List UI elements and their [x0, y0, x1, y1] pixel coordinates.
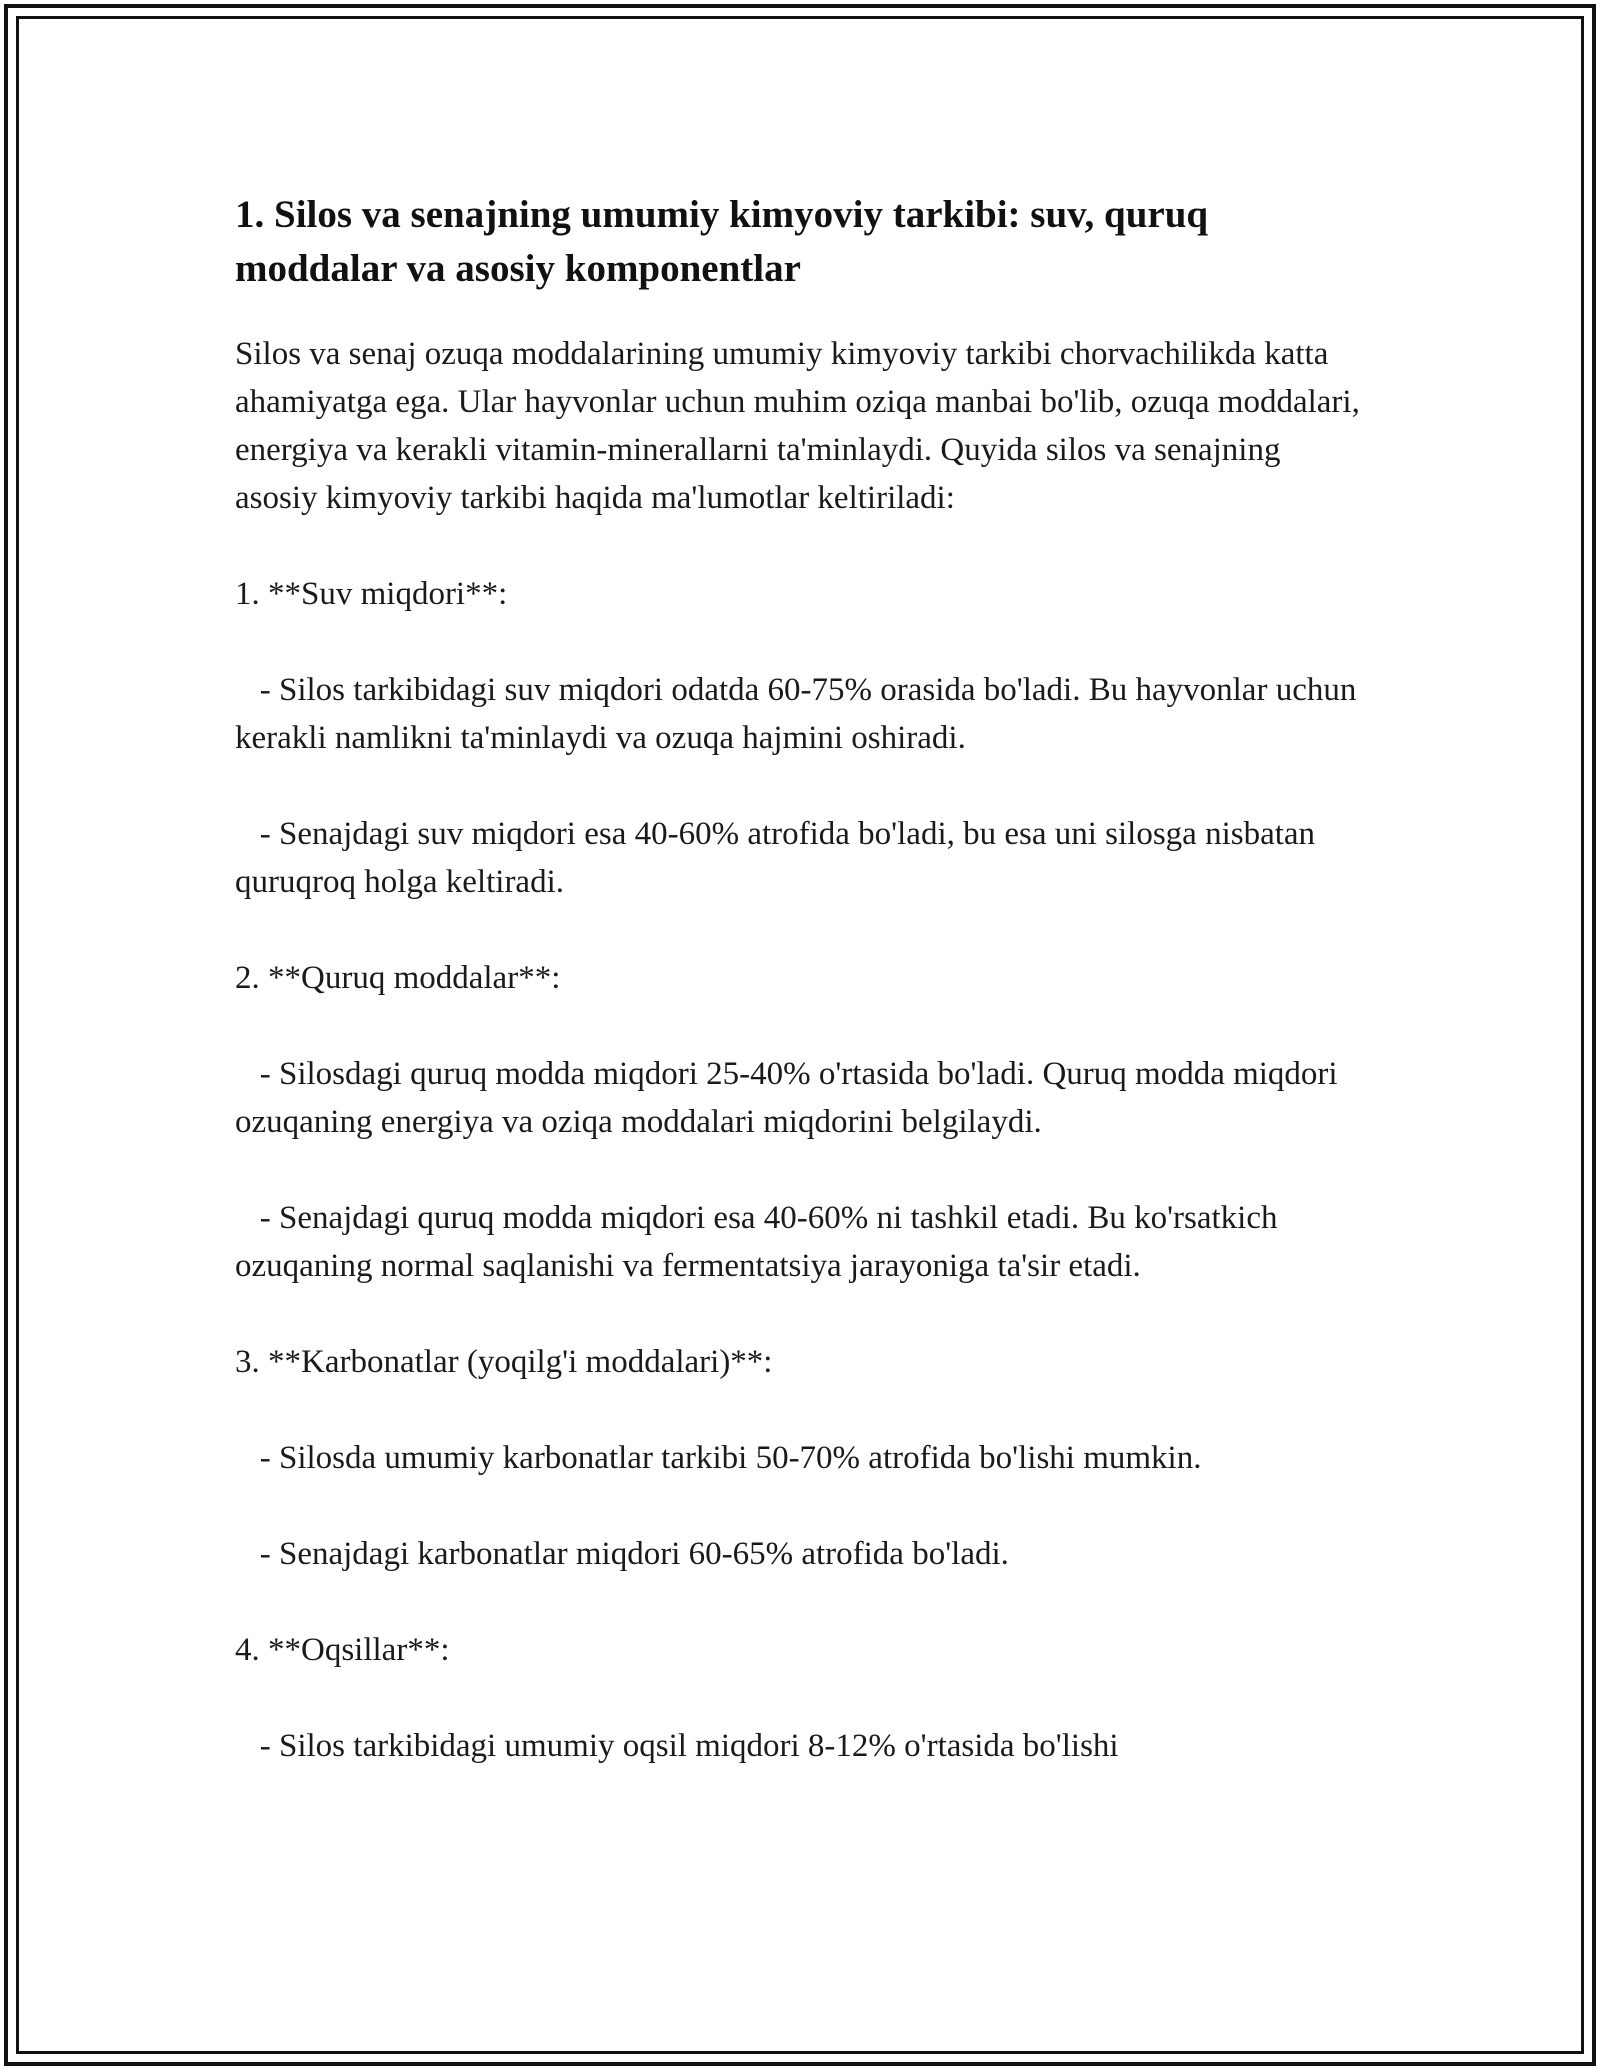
spacer: [235, 762, 1365, 810]
list-item-title: 3. **Karbonatlar (yoqilg'i moddalari)**:: [235, 1344, 773, 1380]
list-item-text: - Silosdagi quruq modda miqdori 25-40% o'rtasida bo'ladi. Quruq modda miqdori ozuqaning energiya va oziqa moddalari miqdorini belgilaydi.: [235, 1056, 1346, 1140]
list-item-title: 1. **Suv miqdori**:: [235, 576, 508, 612]
list-item-title: 4. **Oqsillar**:: [235, 1632, 450, 1668]
list-item-title: 2. **Quruq moddalar**:: [235, 960, 561, 996]
list-item-text: - Senajdagi quruq modda miqdori esa 40-60% ni tashkil etadi. Bu ko'rsatkich ozuqaning normal saqlanishi va fermentatsiya jarayoniga ta'sir etadi.: [235, 1200, 1286, 1284]
spacer: [235, 1482, 1365, 1530]
spacer: [235, 906, 1365, 954]
list-item-text: - Silosda umumiy karbonatlar tarkibi 50-70% atrofida bo'lishi mumkin.: [235, 1440, 1202, 1476]
spacer: [235, 618, 1365, 666]
spacer: [235, 1002, 1365, 1050]
list-item-text: - Silos tarkibidagi umumiy oqsil miqdori 8-12% o'rtasida bo'lishi: [235, 1728, 1119, 1764]
spacer: [235, 1386, 1365, 1434]
spacer: [235, 522, 1365, 570]
document-body: [235, 188, 1369, 1770]
spacer: [235, 1290, 1365, 1338]
spacer: [235, 1674, 1365, 1722]
list-item-text: - Silos tarkibidagi suv miqdori odatda 60-75% orasida bo'ladi. Bu hayvonlar uchun kerakli namlikni ta'minlaydi va ozuqa hajmini oshiradi.: [235, 672, 1365, 756]
spacer: [235, 1578, 1365, 1626]
list-item-text: - Senajdagi karbonatlar miqdori 60-65% atrofida bo'ladi.: [235, 1536, 1009, 1572]
section-heading: 1. Silos va senajning umumiy kimyoviy tarkibi: suv, quruq moddalar va asosiy komponentlar: [235, 193, 1209, 290]
intro-paragraph: Silos va senaj ozuqa moddalarining umumiy kimyoviy tarkibi chorvachilikda katta ahamiyatga ega. Ular hayvonlar uchun muhim oziqa manbai bo'lib, ozuqa moddalari, energiya va kerakli vitamin-minerallarni ta'minlaydi. Quyida silos va senajning asosiy kimyoviy tarkibi haqida ma'lumotlar keltiriladi:: [235, 336, 1369, 516]
list-item-text: - Senajdagi suv miqdori esa 40-60% atrofida bo'ladi, bu esa uni silosga nisbatan quruqroq holga keltiradi.: [235, 816, 1324, 900]
spacer: [235, 1146, 1365, 1194]
